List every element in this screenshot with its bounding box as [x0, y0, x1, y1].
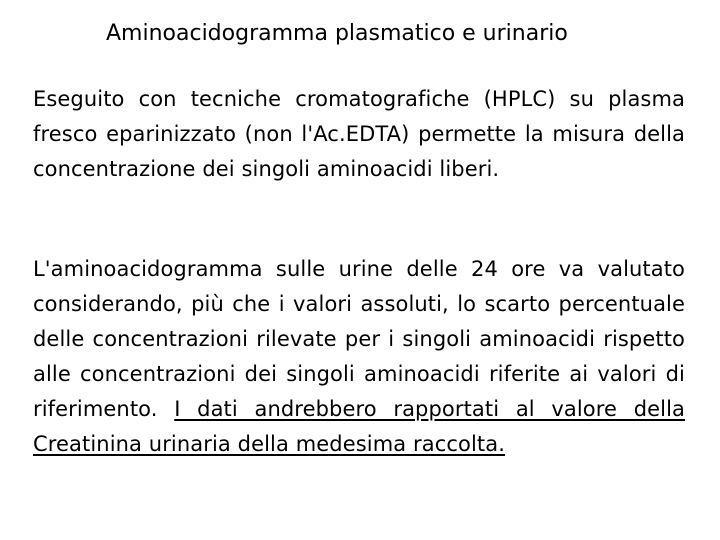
paragraph-urine-aminoacidogram — [33, 252, 685, 462]
creatinine-note-underlined: I dati andrebbero rapportati al valore della Creatinina urinaria della medesima raccolta. — [33, 397, 685, 456]
paragraph-urine-text: L'aminoacidogramma sulle urine delle 24 ore va valutato considerando, più che i valori assoluti, lo scarto percentuale delle concentrazioni rilevate per i singoli aminoacidi rispetto alle concentrazioni dei singoli aminoacidi riferite ai valori di riferimento. — [33, 257, 685, 421]
slide-title: Aminoacidogramma plasmatico e urinario — [106, 21, 568, 46]
paragraph-hplc-method: Eseguito con tecniche cromatografiche (HPLC) su plasma fresco eparinizzato (non l'Ac.EDTA) permette la misura della concentrazione dei singoli aminoacidi liberi. — [33, 87, 685, 181]
